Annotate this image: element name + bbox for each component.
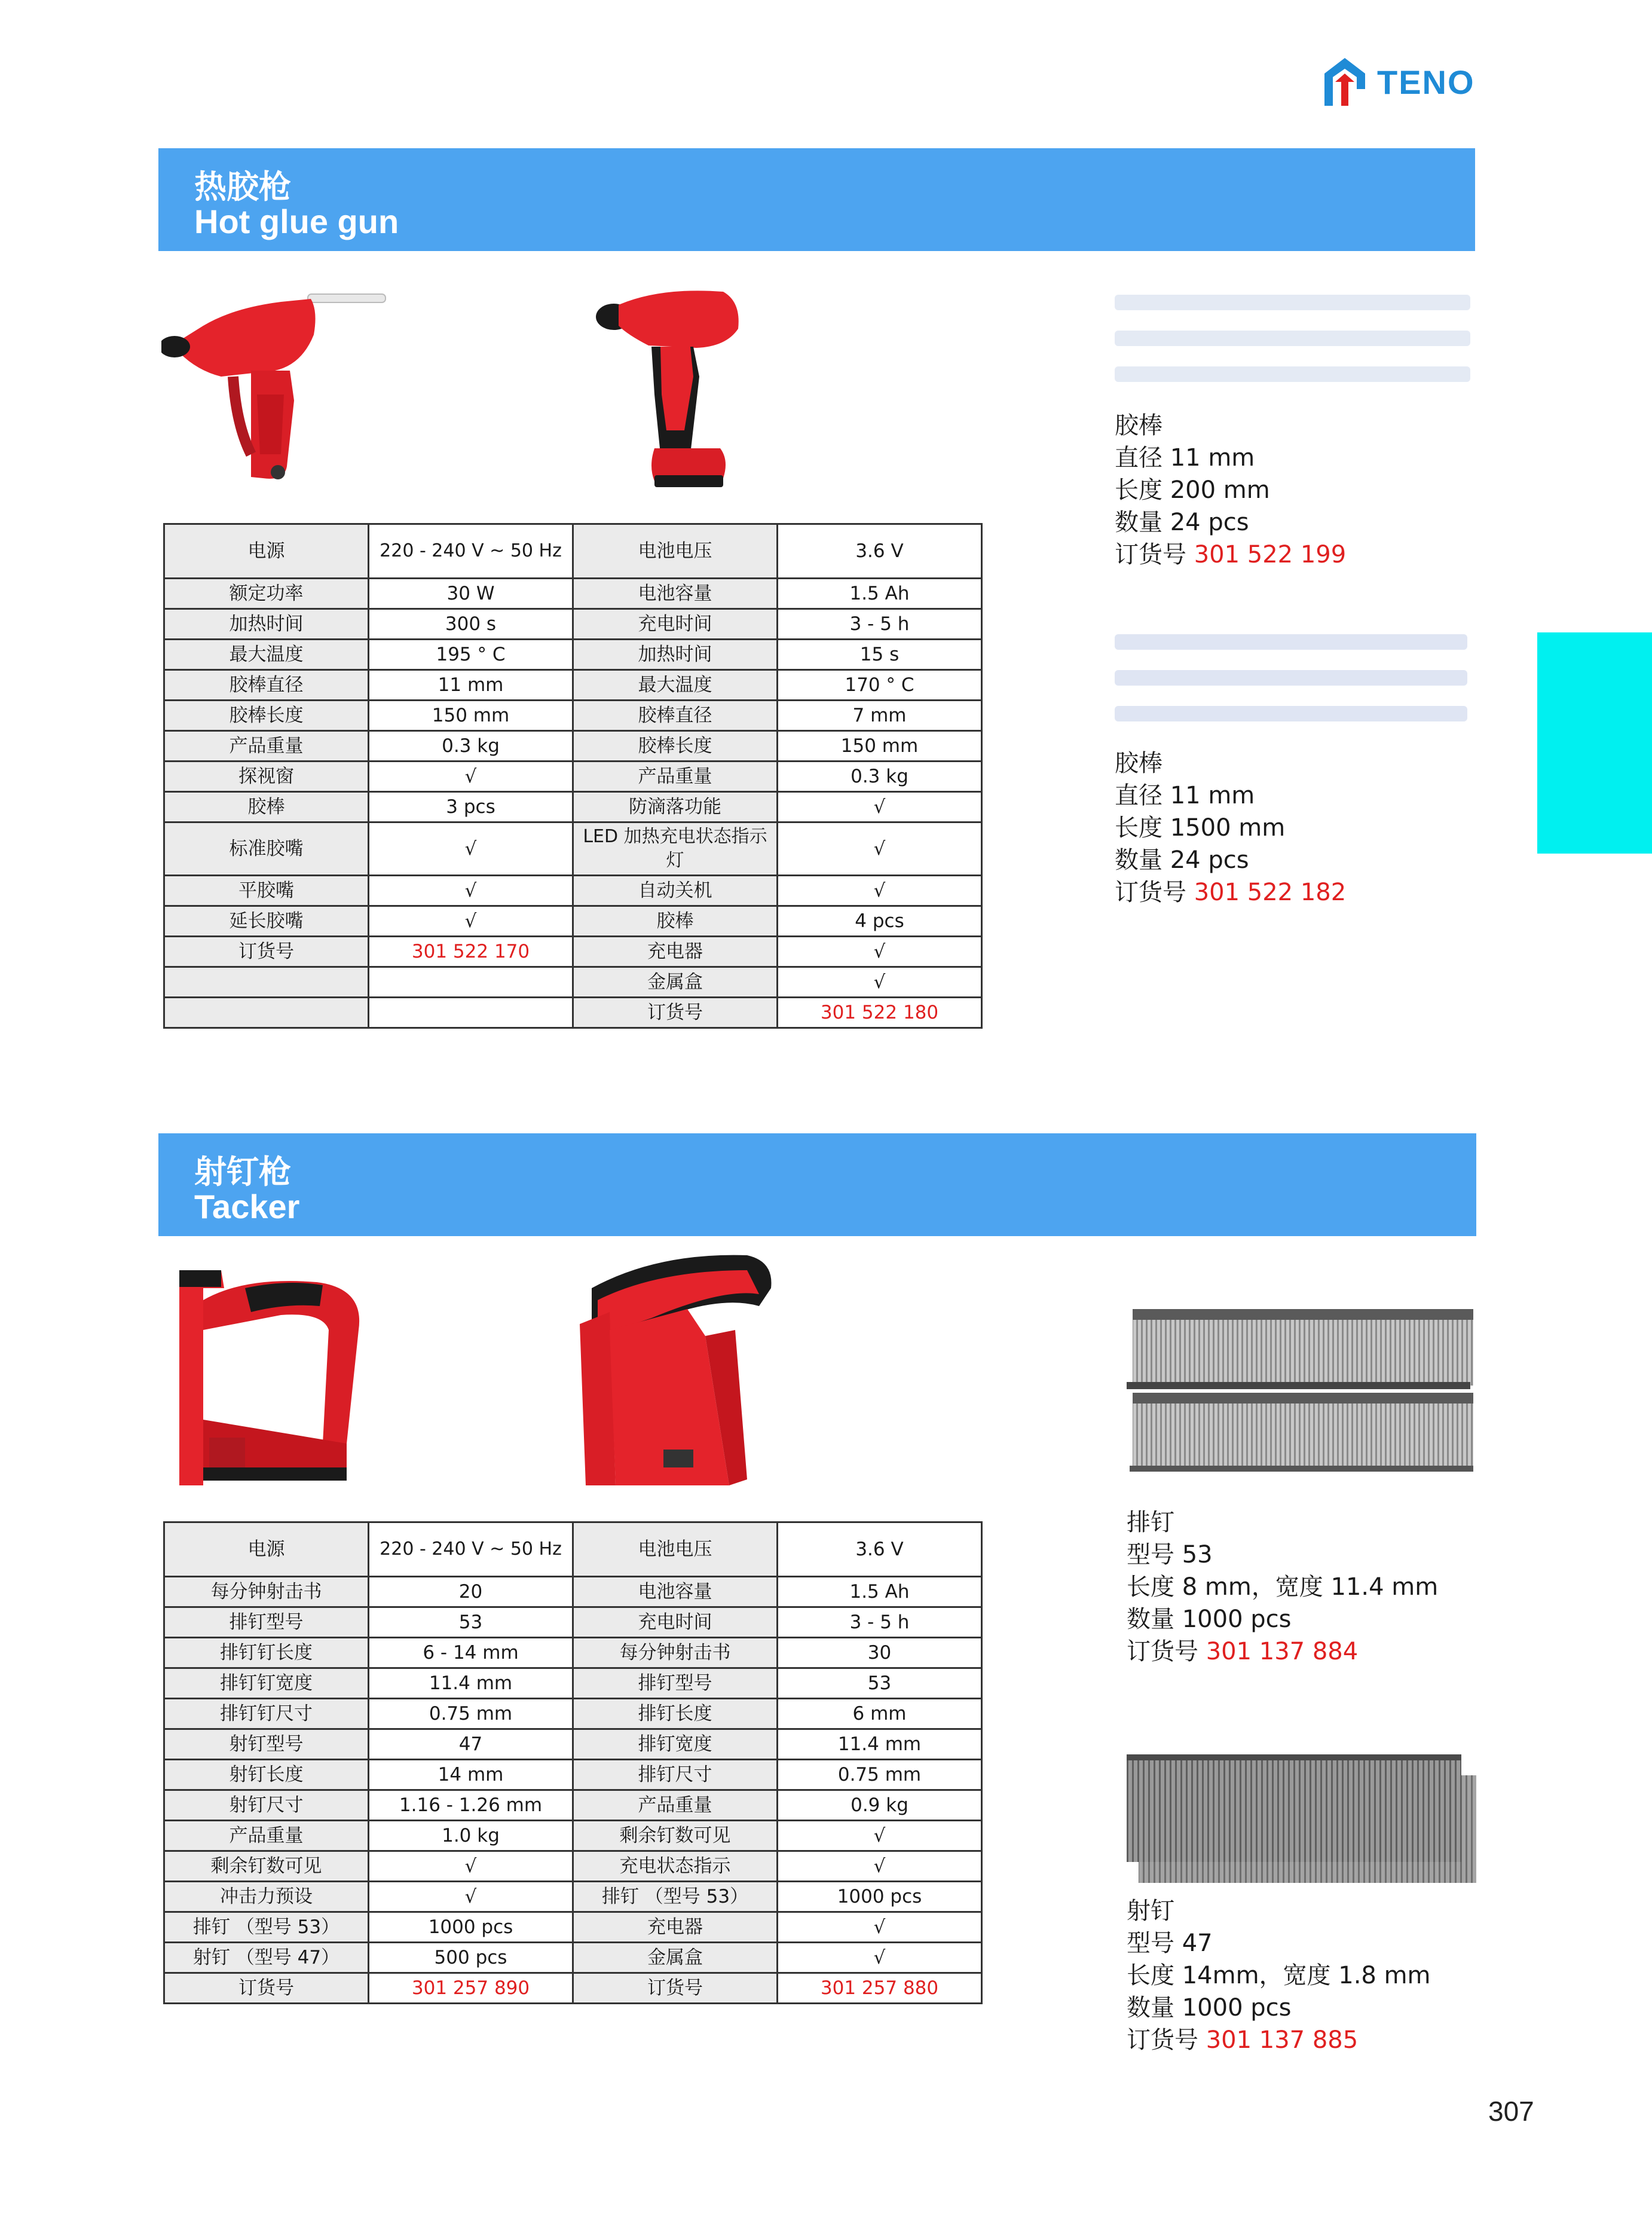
spec-value: √ [778, 1851, 982, 1882]
spec-value: 1000 pcs [369, 1912, 573, 1943]
glue-stick-1500-info [1115, 747, 1346, 909]
table-row [164, 609, 982, 640]
table-row [164, 1699, 982, 1729]
order-number: 301 522 182 [1194, 879, 1347, 906]
spec-label: 金属盒 [573, 1943, 778, 1973]
spec-label: 胶棒长度 [573, 731, 778, 762]
spec-label: 胶棒直径 [164, 670, 369, 701]
order-number: 301 257 890 [369, 1973, 573, 2004]
spec-value: 0.9 kg [778, 1790, 982, 1821]
spec-label: 数量 [1115, 509, 1162, 536]
corded-tacker-image [167, 1264, 371, 1497]
spec-value: √ [369, 762, 573, 792]
teno-logo [1321, 55, 1476, 109]
spec-value: 24 pcs [1170, 846, 1249, 874]
spec-label: 长度 [1115, 476, 1162, 504]
spec-label: 排钉尺寸 [573, 1760, 778, 1790]
table-row [164, 1522, 982, 1577]
spec-value: 47 [369, 1729, 573, 1760]
spec-value: 6 mm [778, 1699, 982, 1729]
order-number: 301 522 170 [369, 937, 573, 967]
table-row [164, 1607, 982, 1638]
table-row [164, 701, 982, 731]
spec-value: 500 pcs [369, 1943, 573, 1973]
spec-value: 150 mm [778, 731, 982, 762]
spec-value: √ [778, 792, 982, 822]
order-number: 301 257 880 [778, 1973, 982, 2004]
spec-value: √ [369, 1851, 573, 1882]
brand-name: TENO [1377, 63, 1475, 101]
spec-label: LED 加热充电状态指示灯 [573, 822, 778, 876]
spec-label: 加热时间 [164, 609, 369, 640]
spec-value: 47 [1182, 1930, 1213, 1957]
table-row [164, 731, 982, 762]
spec-label: 电源 [164, 524, 369, 579]
spec-label: 最大温度 [573, 670, 778, 701]
side-tab [1537, 632, 1652, 854]
nails-info [1127, 1895, 1431, 2056]
spec-value: 170 ° C [778, 670, 982, 701]
spec-value: 0.3 kg [778, 762, 982, 792]
spec-label: 胶棒 [164, 792, 369, 822]
spec-value: 3 pcs [369, 792, 573, 822]
table-row [164, 1851, 982, 1882]
spec-value: 1.5 Ah [778, 1577, 982, 1607]
spec-value: 1.16 - 1.26 mm [369, 1790, 573, 1821]
glue-section-header [158, 148, 1475, 251]
table-row [164, 998, 982, 1028]
spec-label: 充电时间 [573, 1607, 778, 1638]
tacker-title-cn: 射钉枪 [194, 1153, 291, 1191]
spec-label: 电池容量 [573, 1577, 778, 1607]
table-row [164, 1821, 982, 1851]
spec-label: 充电器 [573, 1912, 778, 1943]
spec-label: 数量 [1127, 1994, 1174, 2022]
spec-value: 1.0 kg [369, 1821, 573, 1851]
spec-value: 7 mm [778, 701, 982, 731]
spec-label: 延长胶嘴 [164, 906, 369, 937]
spec-value: 14mm，宽度 1.8 mm [1182, 1962, 1431, 1989]
spec-label: 每分钟射击书 [164, 1577, 369, 1607]
table-row [164, 640, 982, 670]
accessory-name: 射钉 [1127, 1897, 1174, 1925]
spec-value: 11.4 mm [369, 1668, 573, 1699]
spec-value: 200 mm [1170, 476, 1270, 504]
spec-label: 订货号 [164, 1973, 369, 2004]
spec-value: 0.75 mm [369, 1699, 573, 1729]
spec-label: 型号 [1127, 1541, 1174, 1568]
accessory-name: 胶棒 [1115, 750, 1162, 777]
spec-value: √ [778, 822, 982, 876]
house-logo-icon [1321, 56, 1369, 108]
accessory-name: 胶棒 [1115, 412, 1162, 439]
spec-label: 排钉钉宽度 [164, 1668, 369, 1699]
spec-value: 24 pcs [1170, 509, 1249, 536]
spec-label: 电源 [164, 1522, 369, 1577]
spec-label: 数量 [1127, 1606, 1174, 1633]
spec-label: 长度 [1115, 814, 1162, 842]
spec-value: 300 s [369, 609, 573, 640]
spec-label: 排钉宽度 [573, 1729, 778, 1760]
corded-glue-gun-image [161, 275, 400, 526]
spec-value: √ [778, 937, 982, 967]
spec-label: 金属盒 [573, 967, 778, 998]
spec-label: 额定功率 [164, 579, 369, 609]
glue-sticks-200mm-image [1115, 290, 1473, 386]
cordless-glue-gun-image [595, 275, 768, 502]
spec-label: 排钉钉长度 [164, 1638, 369, 1668]
spec-label: 订货号 [573, 998, 778, 1028]
spec-label: 射钉 （型号 47） [164, 1943, 369, 1973]
tacker-spec-table [163, 1521, 983, 2004]
spec-value: 11 mm [369, 670, 573, 701]
table-row [164, 1790, 982, 1821]
table-row [164, 937, 982, 967]
spec-value: 53 [1182, 1541, 1213, 1568]
spec-value: 0.3 kg [369, 731, 573, 762]
table-row [164, 1760, 982, 1790]
tacker-section-header [158, 1133, 1476, 1236]
spec-label: 标准胶嘴 [164, 822, 369, 876]
table-row [164, 524, 982, 579]
spec-label: 电池容量 [573, 579, 778, 609]
spec-label: 排钉 （型号 53） [164, 1912, 369, 1943]
spec-label: 胶棒 [573, 906, 778, 937]
spec-label: 电池电压 [573, 1522, 778, 1577]
spec-label: 长度 [1127, 1573, 1174, 1601]
spec-label: 订货号 [1127, 1638, 1198, 1665]
table-row [164, 1882, 982, 1912]
spec-value: √ [369, 822, 573, 876]
spec-label: 防滴落功能 [573, 792, 778, 822]
staples-info [1127, 1506, 1438, 1668]
spec-value: 3.6 V [778, 524, 982, 579]
spec-value: √ [369, 906, 573, 937]
spec-value: 1000 pcs [778, 1882, 982, 1912]
spec-value: 1000 pcs [1182, 1994, 1292, 2022]
glue-title-cn: 热胶枪 [194, 168, 291, 206]
spec-label: 排钉型号 [573, 1668, 778, 1699]
spec-label: 射钉尺寸 [164, 1790, 369, 1821]
spec-label: 充电器 [573, 937, 778, 967]
table-row [164, 1577, 982, 1607]
spec-label: 胶棒直径 [573, 701, 778, 731]
table-row [164, 906, 982, 937]
spec-value: 3.6 V [778, 1522, 982, 1577]
table-row [164, 1973, 982, 2004]
spec-value: 4 pcs [778, 906, 982, 937]
spec-label: 冲击力预设 [164, 1882, 369, 1912]
spec-label: 每分钟射击书 [573, 1638, 778, 1668]
spec-label: 数量 [1115, 846, 1162, 874]
glue-title-en: Hot glue gun [194, 203, 399, 240]
spec-value: √ [778, 1821, 982, 1851]
nails-type47-image [1127, 1751, 1479, 1889]
order-number: 301 522 180 [778, 998, 982, 1028]
spec-value: √ [778, 1943, 982, 1973]
spec-label: 直径 [1115, 782, 1162, 809]
spec-value: 220 - 240 V ~ 50 Hz [369, 1522, 573, 1577]
spec-label [164, 998, 369, 1028]
spec-label: 最大温度 [164, 640, 369, 670]
spec-value: 1.5 Ah [778, 579, 982, 609]
spec-value: 150 mm [369, 701, 573, 731]
spec-label: 探视窗 [164, 762, 369, 792]
glue-sticks-1500mm-image [1115, 631, 1473, 726]
cordless-tacker-image [568, 1252, 783, 1497]
spec-label: 平胶嘴 [164, 876, 369, 906]
spec-label: 订货号 [573, 1973, 778, 2004]
spec-label: 排钉型号 [164, 1607, 369, 1638]
spec-label: 电池电压 [573, 524, 778, 579]
spec-value: √ [778, 1912, 982, 1943]
spec-label: 射钉型号 [164, 1729, 369, 1760]
spec-label: 直径 [1115, 444, 1162, 472]
spec-value: 3 - 5 h [778, 1607, 982, 1638]
spec-label: 充电状态指示 [573, 1851, 778, 1882]
table-row [164, 967, 982, 998]
spec-value: 14 mm [369, 1760, 573, 1790]
spec-label: 加热时间 [573, 640, 778, 670]
spec-value: 20 [369, 1577, 573, 1607]
spec-value [369, 967, 573, 998]
spec-label: 产品重量 [573, 1790, 778, 1821]
spec-label: 订货号 [1127, 2026, 1198, 2054]
spec-value: 53 [369, 1607, 573, 1638]
spec-label: 订货号 [1115, 879, 1186, 906]
spec-value: 30 W [369, 579, 573, 609]
spec-label: 排钉钉尺寸 [164, 1699, 369, 1729]
spec-label: 产品重量 [164, 731, 369, 762]
spec-label: 产品重量 [573, 762, 778, 792]
spec-value: 3 - 5 h [778, 609, 982, 640]
table-row [164, 1729, 982, 1760]
table-row [164, 792, 982, 822]
spec-value: 15 s [778, 640, 982, 670]
order-number: 301 137 884 [1206, 1638, 1359, 1665]
spec-value: √ [369, 876, 573, 906]
spec-label: 排钉长度 [573, 1699, 778, 1729]
order-number: 301 522 199 [1194, 541, 1347, 568]
spec-value: 220 - 240 V ~ 50 Hz [369, 524, 573, 579]
spec-label: 自动关机 [573, 876, 778, 906]
spec-value: √ [369, 1882, 573, 1912]
order-number: 301 137 885 [1206, 2026, 1359, 2054]
table-row [164, 822, 982, 876]
spec-value: 0.75 mm [778, 1760, 982, 1790]
spec-value [369, 998, 573, 1028]
page-number: 307 [1488, 2096, 1534, 2127]
staples-type53-image [1127, 1303, 1479, 1476]
spec-label: 射钉长度 [164, 1760, 369, 1790]
table-row [164, 579, 982, 609]
glue-stick-200-info [1115, 409, 1346, 571]
tacker-title-en: Tacker [194, 1188, 300, 1225]
spec-value: √ [778, 876, 982, 906]
table-row [164, 670, 982, 701]
table-row [164, 1943, 982, 1973]
spec-value: 6 - 14 mm [369, 1638, 573, 1668]
spec-label [164, 967, 369, 998]
spec-value: 11.4 mm [778, 1729, 982, 1760]
table-row [164, 1668, 982, 1699]
spec-value: 1500 mm [1170, 814, 1286, 842]
spec-label: 排钉 （型号 53） [573, 1882, 778, 1912]
spec-value: 195 ° C [369, 640, 573, 670]
table-row [164, 1638, 982, 1668]
spec-value: 8 mm，宽度 11.4 mm [1182, 1573, 1439, 1601]
spec-label: 剩余钉数可见 [573, 1821, 778, 1851]
accessory-name: 排钉 [1127, 1509, 1174, 1536]
spec-label: 胶棒长度 [164, 701, 369, 731]
spec-label: 型号 [1127, 1930, 1174, 1957]
spec-value: 30 [778, 1638, 982, 1668]
spec-label: 订货号 [1115, 541, 1186, 568]
spec-label: 充电时间 [573, 609, 778, 640]
glue-spec-table [163, 523, 983, 1029]
spec-value: √ [778, 967, 982, 998]
spec-label: 订货号 [164, 937, 369, 967]
spec-label: 剩余钉数可见 [164, 1851, 369, 1882]
table-row [164, 1912, 982, 1943]
spec-label: 产品重量 [164, 1821, 369, 1851]
spec-value: 11 mm [1170, 782, 1255, 809]
spec-value: 1000 pcs [1182, 1606, 1292, 1633]
table-row [164, 876, 982, 906]
spec-value: 11 mm [1170, 444, 1255, 472]
spec-value: 53 [778, 1668, 982, 1699]
spec-label: 长度 [1127, 1962, 1174, 1989]
table-row [164, 762, 982, 792]
